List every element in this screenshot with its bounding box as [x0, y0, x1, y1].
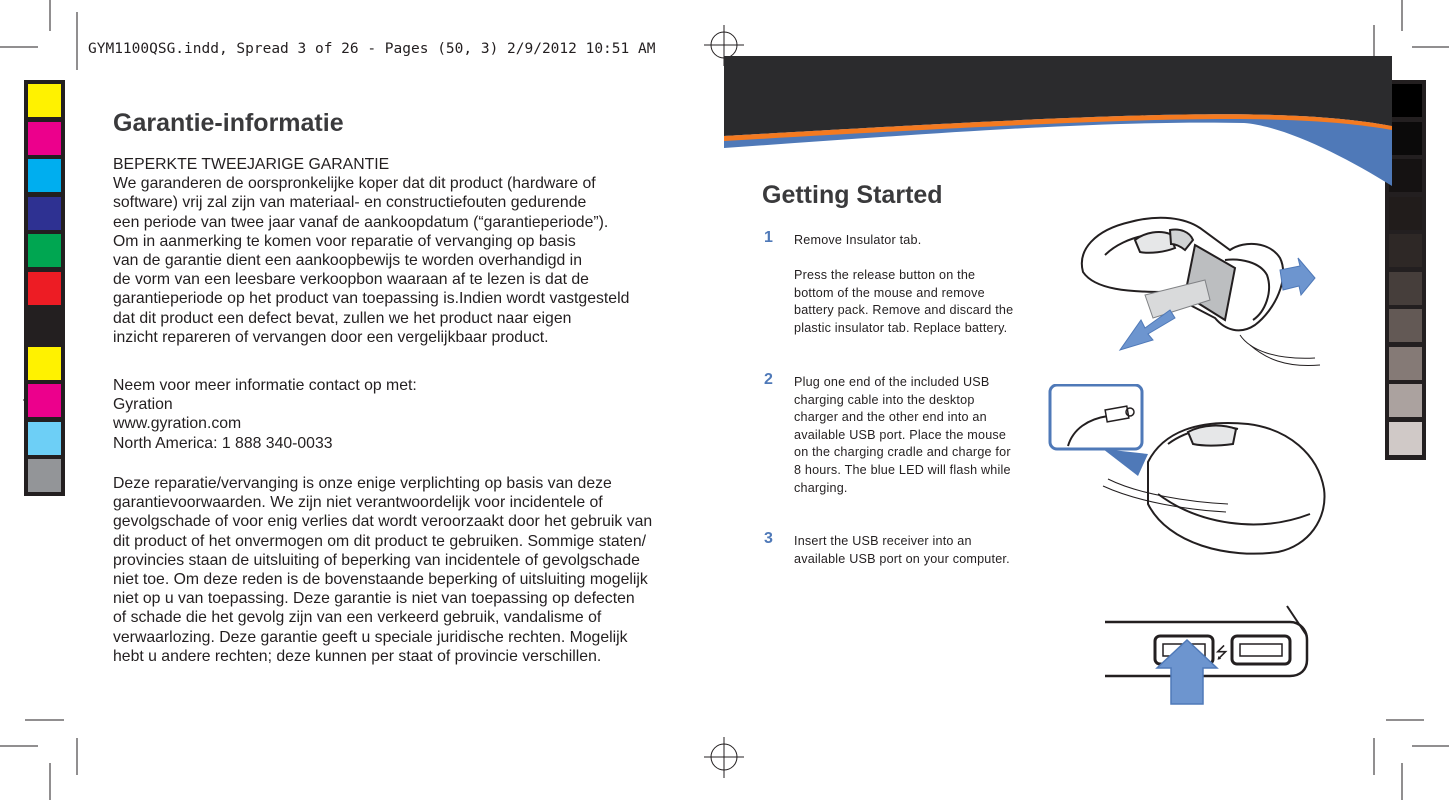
text-line: garantieperiode op het product van toepassing is.Indien wordt vastgesteld — [113, 290, 630, 308]
gray-swatch — [1389, 309, 1422, 342]
gray-swatch — [1389, 384, 1422, 417]
step-1-number: 1 — [764, 229, 773, 246]
color-swatch — [28, 234, 61, 267]
gray-swatch — [1389, 272, 1422, 305]
color-swatch — [28, 272, 61, 305]
text-line: hebt u andere rechten; deze kunnen per staat of provincie verschillen. — [113, 647, 602, 665]
text-line: dat dit product een defect bevat, zullen we het product naar eigen — [113, 309, 572, 327]
text-line: plastic insulator tab. Replace battery. — [794, 320, 1008, 335]
usb-symbol-icon: ⭍ — [1215, 643, 1229, 662]
text-line: dit product of het onvermogen om dit product te gebruiken. Sommige staten/ — [113, 532, 647, 550]
text-line: on the charging cradle and charge for — [794, 445, 1011, 460]
text-line: gevolgschade of voor enig verlies dat wordt veroorzaakt door het gebruik van — [113, 513, 653, 531]
text-line: Deze reparatie/vervanging is onze enige verplichting op basis van deze — [113, 475, 612, 492]
text-line: van de garantie dient een aankoopbewijs te worden overhandigd in — [113, 252, 582, 270]
text-line: Om in aanmerking te komen voor reparatie of vervanging op basis — [113, 232, 576, 250]
gray-swatch — [1389, 122, 1422, 155]
text-line: een periode van twee jaar vanaf de aankoopdatum (“garantieperiode”). — [113, 213, 609, 231]
gray-swatch — [1389, 234, 1422, 267]
text-line: de vorm van een leesbare verkoopbon waaraan af te lezen is dat de — [113, 271, 589, 289]
usb-port-illustration — [1095, 600, 1315, 705]
company-name: Gyration — [113, 396, 173, 414]
step-2-number: 2 — [764, 371, 773, 388]
arrow-right-icon — [1280, 258, 1315, 295]
color-swatch — [28, 122, 61, 155]
text-line: 8 hours. The blue LED will flash while — [794, 462, 1011, 477]
text-line: Insert the USB receiver into an — [794, 534, 972, 548]
step-1-text — [794, 232, 1013, 338]
text-line: available USB port. Place the mouse — [794, 427, 1007, 442]
gray-swatch — [1389, 84, 1422, 117]
step-2-text — [794, 374, 1011, 497]
gray-swatch — [1389, 197, 1422, 230]
step-3-text — [794, 533, 1010, 568]
text-line: niet op u van toepassing. Deze garantie is niet van toepassing op defecten — [113, 590, 635, 608]
text-line: niet toe. Om deze reden is de bovenstaande beperking of uitsluiting mogelijk — [113, 571, 648, 589]
text-line: charging cable into the desktop — [794, 392, 975, 407]
color-swatch — [28, 459, 61, 492]
text-line: verwaarlozing. Deze garantie geeft u speciale juridische rechten. Mogelijk — [113, 628, 628, 646]
text-line: available USB port on your computer. — [794, 551, 1010, 566]
text-line: Press the release button on the — [794, 268, 976, 283]
text-line: battery pack. Remove and discard the — [794, 303, 1014, 318]
text-line: Neem voor meer informatie contact op met: — [113, 377, 417, 394]
phone-number: North America: 1 888 340-0033 — [113, 434, 333, 452]
color-swatch — [28, 197, 61, 230]
color-swatch — [28, 84, 61, 117]
color-swatch — [28, 347, 61, 380]
text-line: software) vrij zal zijn van materiaal- en constructiefouten gedurende — [113, 194, 587, 212]
text-line: provincies staan de uitsluiting of beperking van incidentele of gevolgschade — [113, 551, 640, 569]
warranty-paragraph-1 — [113, 155, 629, 347]
color-swatch — [28, 384, 61, 417]
text-line: garantievoorwaarden. We zijn niet verantwoordelijk voor incidentele of — [113, 494, 603, 512]
warranty-paragraph-3 — [113, 474, 652, 666]
gray-swatch — [1389, 422, 1422, 455]
warranty-title: Garantie-informatie — [113, 109, 344, 137]
color-swatch — [28, 422, 61, 455]
color-swatch — [28, 159, 61, 192]
charging-illustration — [1048, 384, 1333, 564]
website: www.gyration.com — [113, 415, 242, 433]
gray-swatch — [1389, 159, 1422, 192]
step-3-number: 3 — [764, 530, 773, 547]
file-slug: GYM1100QSG.indd, Spread 3 of 26 - Pages (50, 3) 2/9/2012 10:51 AM — [88, 41, 656, 57]
text-line: We garanderen de oorspronkelijke koper dat dit product (hardware of — [113, 175, 596, 193]
text-line: Remove Insulator tab. — [794, 233, 922, 247]
color-swatch — [28, 309, 61, 342]
text-line: inzicht repareren of vervangen door een vergelijkbaar product. — [113, 328, 549, 346]
text-line: charging. — [794, 480, 848, 495]
arrow-down-left-icon — [1120, 310, 1175, 350]
text-line: bottom of the mouse and remove — [794, 285, 985, 300]
contact-paragraph — [113, 376, 417, 453]
gray-swatch — [1389, 347, 1422, 380]
text-line: Plug one end of the included USB — [794, 375, 990, 389]
text-line: of schade die het gevolg zijn van een verkeerd gebruik, vandalisme of — [113, 609, 602, 627]
header-banner — [724, 56, 1392, 186]
text-line: BEPERKTE TWEEJARIGE GARANTIE — [113, 156, 390, 173]
mouse-battery-illustration — [1075, 200, 1325, 375]
text-line: charger and the other end into an — [794, 410, 987, 425]
getting-started-title: Getting Started — [762, 181, 943, 209]
